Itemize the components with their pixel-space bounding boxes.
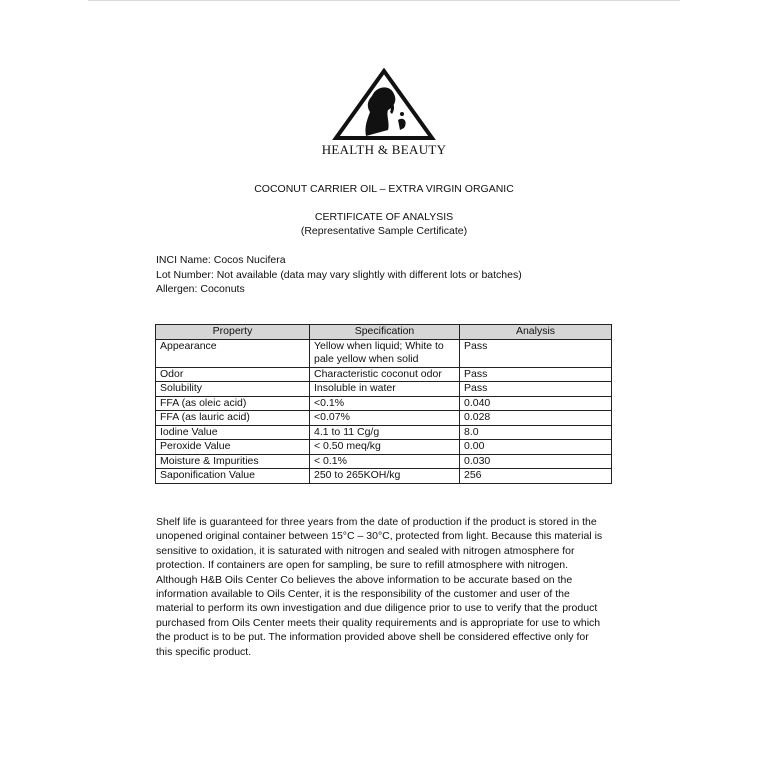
table-row xyxy=(156,454,612,469)
cell-property: FFA (as oleic acid) xyxy=(156,396,310,411)
top-rule xyxy=(88,0,680,1)
cell-property: FFA (as lauric acid) xyxy=(156,411,310,426)
brand-name: HEALTH & BEAUTY xyxy=(321,142,447,157)
table-row xyxy=(156,411,612,426)
table-row xyxy=(156,440,612,455)
cell-analysis: Pass xyxy=(460,382,612,397)
cell-specification: <0.07% xyxy=(310,411,460,426)
table-row xyxy=(156,339,612,367)
cell-analysis: 256 xyxy=(460,469,612,484)
certificate-title: CERTIFICATE OF ANALYSIS xyxy=(314,211,454,223)
cell-analysis: 0.028 xyxy=(460,411,612,426)
cell-analysis: Pass xyxy=(460,367,612,382)
cell-analysis: 0.030 xyxy=(460,454,612,469)
table-row xyxy=(156,382,612,397)
cell-analysis: 0.00 xyxy=(460,440,612,455)
cell-property: Odor xyxy=(156,367,310,382)
header-property: Property xyxy=(156,325,310,340)
cell-property: Saponification Value xyxy=(156,469,310,484)
woman-silhouette-icon xyxy=(332,68,436,140)
table-row xyxy=(156,425,612,440)
product-title: COCONUT CARRIER OIL – EXTRA VIRGIN ORGANIC xyxy=(254,183,514,195)
cell-property: Moisture & Impurities xyxy=(156,454,310,469)
cell-property: Appearance xyxy=(156,339,310,367)
header-specification: Specification xyxy=(310,325,460,340)
cell-specification: Insoluble in water xyxy=(310,382,460,397)
inci-name: INCI Name: Cocos Nucifera xyxy=(156,254,286,266)
cell-property: Solubility xyxy=(156,382,310,397)
table-header-row xyxy=(156,325,612,340)
analysis-table xyxy=(155,324,612,484)
header-analysis: Analysis xyxy=(460,325,612,340)
cell-specification: 4.1 to 11 Cg/g xyxy=(310,425,460,440)
table-row xyxy=(156,367,612,382)
cell-specification: 250 to 265KOH/kg xyxy=(310,469,460,484)
brand-logo xyxy=(310,68,458,160)
cell-specification: <0.1% xyxy=(310,396,460,411)
certificate-subtitle: (Representative Sample Certificate) xyxy=(300,225,468,237)
cell-analysis: 0.040 xyxy=(460,396,612,411)
allergen: Allergen: Coconuts xyxy=(156,283,245,295)
cell-specification: Characteristic coconut odor xyxy=(310,367,460,382)
cell-analysis: Pass xyxy=(460,339,612,367)
cell-analysis: 8.0 xyxy=(460,425,612,440)
table-row xyxy=(156,396,612,411)
cell-specification: < 0.1% xyxy=(310,454,460,469)
cell-property: Iodine Value xyxy=(156,425,310,440)
cell-property: Peroxide Value xyxy=(156,440,310,455)
disclaimer-paragraph: Shelf life is guaranteed for three years from the date of production if the product is stored in the unopened original container between 15°C – 30°C, protected from light. Because this material is sensitive to oxidation, it is saturated with nitrogen and sealed with nitrogen atmosphere for protection. If containers are open for sampling, be sure to refill atmosphere with nitrogen. Although H&B Oils Center Co believes the above information to be accurate based on the information available to Oils Center, it is the responsibility of the customer and user of the material to perform its own investigation and due diligence prior to use to verify that the product purchased from Oils Center meets their quality requirements and is appropriate for use to which the product is to be put. The information provided above shell be considered effective only for this specific product. xyxy=(156,516,603,658)
cell-specification: Yellow when liquid; White to pale yellow when solid xyxy=(310,339,460,367)
lot-number: Lot Number: Not available (data may vary slightly with different lots or batches) xyxy=(156,269,522,281)
table-row xyxy=(156,469,612,484)
cell-specification: < 0.50 meq/kg xyxy=(310,440,460,455)
